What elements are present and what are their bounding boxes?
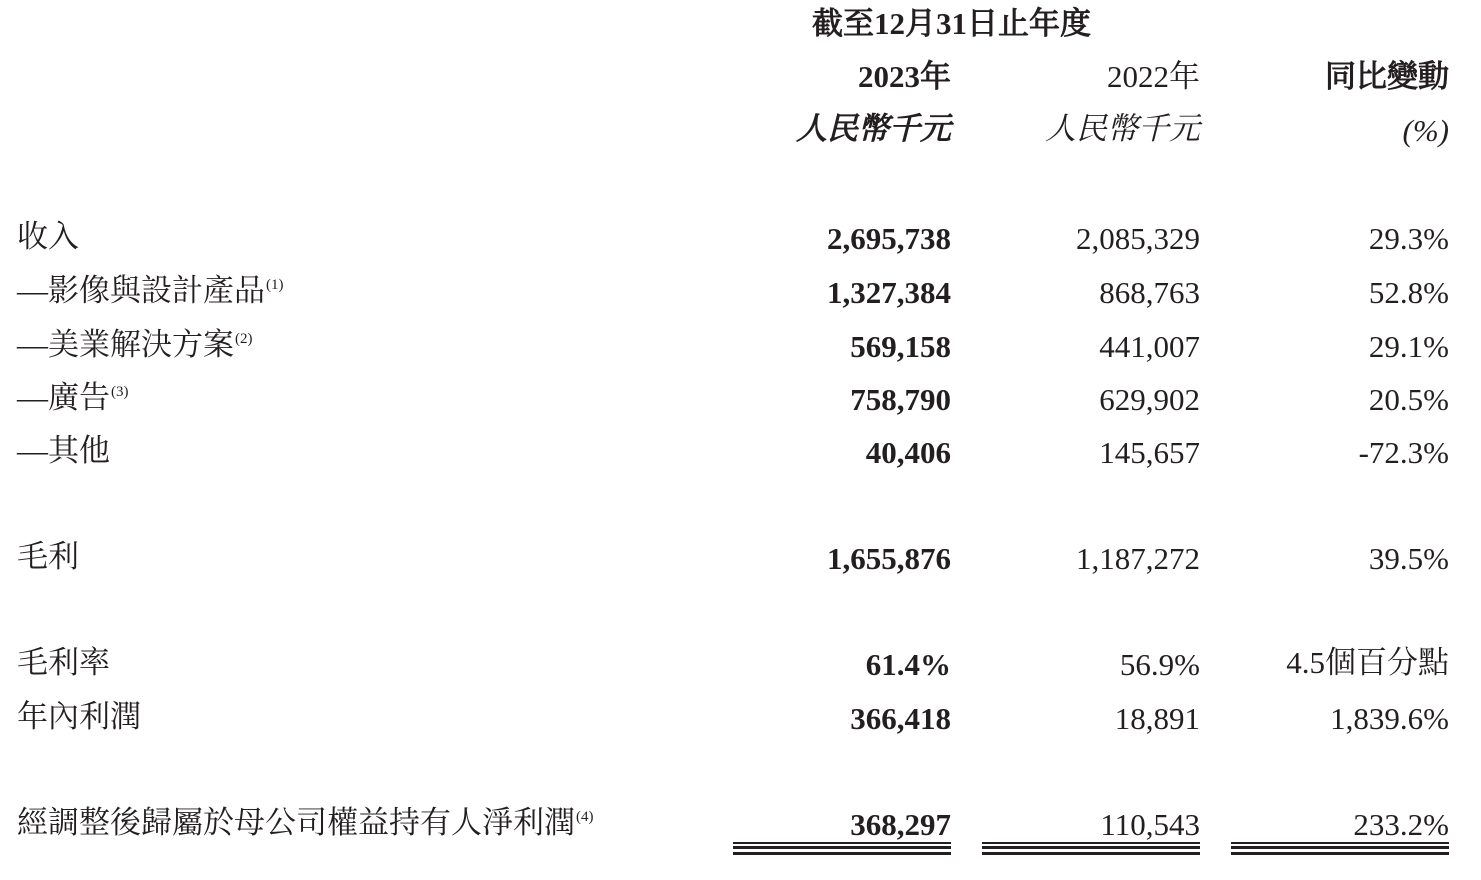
row-label-profit-for-year: 年內利潤 bbox=[17, 699, 141, 734]
change-beauty-solutions: 29.1% bbox=[1368, 329, 1449, 364]
total-rule-double-2023-a bbox=[733, 846, 951, 849]
change-imaging-design-products: 52.8% bbox=[1368, 275, 1449, 310]
row-label-others: —其他 bbox=[17, 433, 110, 468]
total-rule-double-change-a bbox=[1231, 846, 1449, 849]
total-rule-top-change bbox=[1231, 842, 1449, 844]
change-revenue: 29.3% bbox=[1368, 221, 1449, 256]
value-2022-others: 145,657 bbox=[1099, 435, 1200, 470]
period-heading: 截至12月31日止年度 bbox=[812, 6, 1091, 41]
change-adjusted-net-profit: 233.2% bbox=[1353, 807, 1449, 842]
value-2022-gross-margin: 56.9% bbox=[1119, 647, 1200, 682]
value-2022-beauty-solutions: 441,007 bbox=[1099, 329, 1200, 364]
value-2022-adjusted-net-profit: 110,543 bbox=[1100, 807, 1200, 842]
footnote-marker: (4) bbox=[576, 809, 594, 825]
value-2022-gross-profit: 1,187,272 bbox=[1076, 541, 1200, 576]
column-header-2023-year: 2023年 bbox=[858, 59, 951, 94]
column-unit-2023: 人民幣千元 bbox=[796, 111, 951, 146]
value-2023-gross-margin: 61.4% bbox=[865, 647, 951, 682]
column-header-change: 同比變動 bbox=[1325, 59, 1449, 94]
row-label-imaging-design-products: —影像與設計產品$^{(1)}$ bbox=[17, 273, 284, 308]
change-profit-for-year: 1,839.6% bbox=[1330, 701, 1449, 736]
column-header-2022-year: 2022年 bbox=[1107, 59, 1200, 94]
value-2022-imaging-design-products: 868,763 bbox=[1099, 275, 1200, 310]
value-2023-others: 40,406 bbox=[865, 435, 951, 470]
row-label-gross-profit: 毛利 bbox=[17, 539, 79, 574]
column-unit-change: (%) bbox=[1402, 113, 1449, 148]
footnote-marker: (3) bbox=[111, 384, 129, 400]
row-label-beauty-solutions: —美業解決方案$^{(2)}$ bbox=[17, 327, 253, 362]
value-2023-adjusted-net-profit: 368,297 bbox=[850, 807, 951, 842]
value-2023-gross-profit: 1,655,876 bbox=[827, 541, 951, 576]
value-2022-profit-for-year: 18,891 bbox=[1114, 701, 1200, 736]
total-rule-top-2023 bbox=[733, 842, 951, 844]
value-2023-revenue: 2,695,738 bbox=[827, 221, 951, 256]
change-others: -72.3% bbox=[1358, 435, 1449, 470]
total-rule-double-2023-b bbox=[733, 852, 951, 855]
footnote-marker: (2) bbox=[235, 331, 253, 347]
row-label-adjusted-net-profit: 經調整後歸屬於母公司權益持有人淨利潤$^{(4)}$ bbox=[17, 805, 594, 840]
value-2023-imaging-design-products: 1,327,384 bbox=[827, 275, 951, 310]
change-gross-margin: 4.5個百分點 bbox=[1286, 645, 1449, 680]
value-2023-profit-for-year: 366,418 bbox=[850, 701, 951, 736]
value-2023-advertising: 758,790 bbox=[850, 382, 951, 417]
value-2022-revenue: 2,085,329 bbox=[1076, 221, 1200, 256]
total-rule-double-2022-a bbox=[982, 846, 1200, 849]
column-unit-2022: 人民幣千元 bbox=[1045, 111, 1200, 146]
value-2022-advertising: 629,902 bbox=[1099, 382, 1200, 417]
total-rule-double-change-b bbox=[1231, 852, 1449, 855]
change-advertising: 20.5% bbox=[1368, 382, 1449, 417]
footnote-marker: (1) bbox=[266, 277, 284, 293]
row-label-gross-margin: 毛利率 bbox=[17, 645, 110, 680]
row-label-advertising: —廣告$^{(3)}$ bbox=[17, 380, 129, 415]
change-gross-profit: 39.5% bbox=[1368, 541, 1449, 576]
row-label-revenue: 收入 bbox=[17, 219, 79, 254]
total-rule-double-2022-b bbox=[982, 852, 1200, 855]
total-rule-top-2022 bbox=[982, 842, 1200, 844]
value-2023-beauty-solutions: 569,158 bbox=[850, 329, 951, 364]
